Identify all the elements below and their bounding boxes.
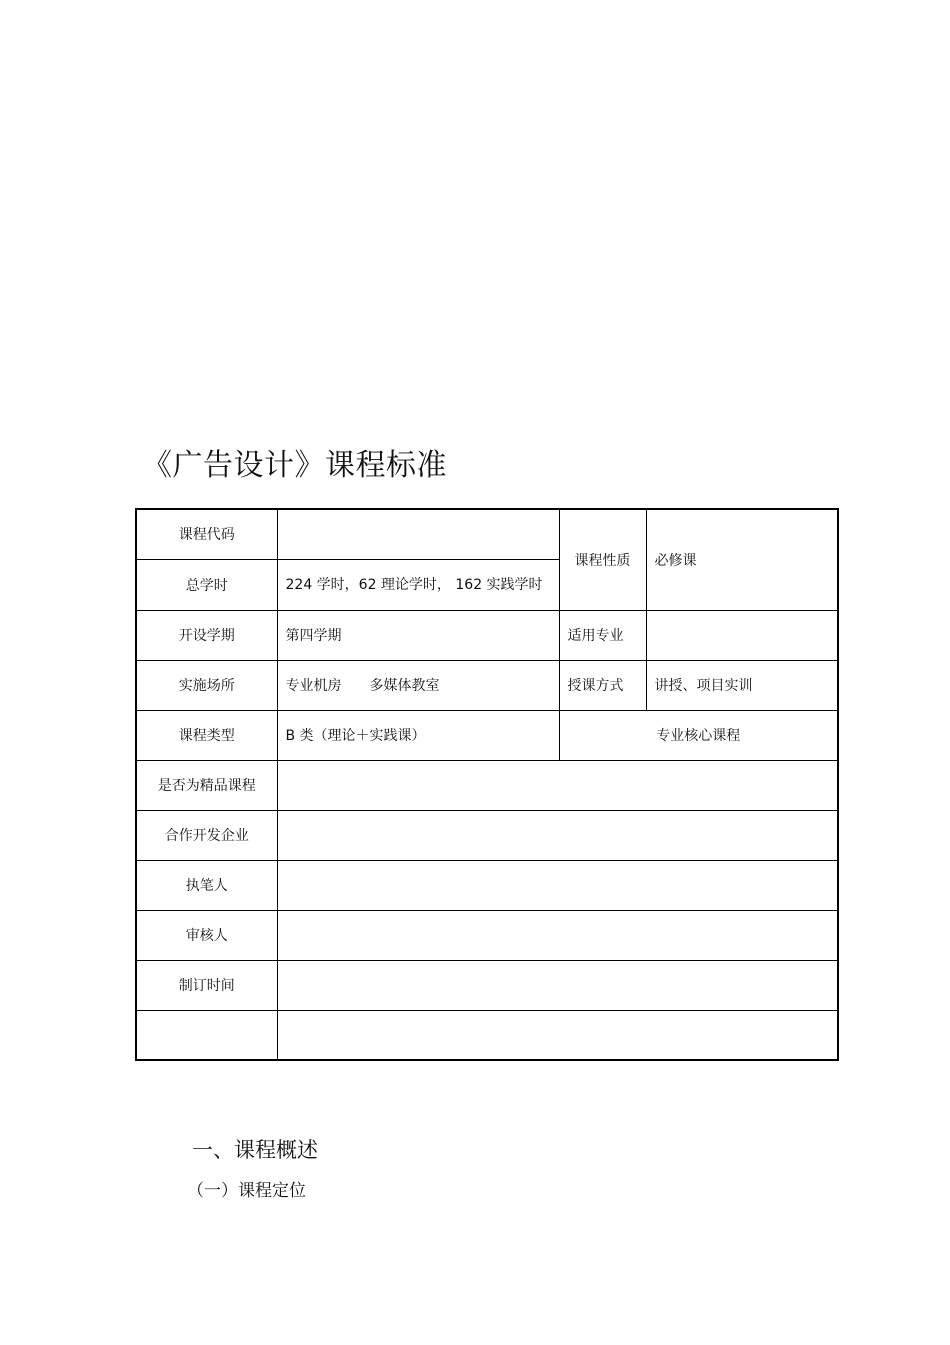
course-category-value: 专业核心课程 <box>559 710 838 760</box>
extra-value <box>277 1010 838 1060</box>
major-label: 适用专业 <box>559 610 646 660</box>
table-row <box>136 860 838 910</box>
author-value <box>277 860 838 910</box>
author-label: 执笔人 <box>136 860 277 910</box>
total-hours-value: 224 学时，62 理论学时， 162 实践学时 <box>277 559 559 610</box>
table-row <box>136 910 838 960</box>
section-heading-overview: 一、课程概述 <box>192 1138 318 1162</box>
date-value <box>277 960 838 1010</box>
extra-label <box>136 1010 277 1060</box>
course-nature-value: 必修课 <box>646 509 838 610</box>
teaching-method-label: 授课方式 <box>559 660 646 710</box>
venue-value: 专业机房 多媒体教室 <box>277 660 559 710</box>
semester-value: 第四学期 <box>277 610 559 660</box>
quality-course-label: 是否为精品课程 <box>136 760 277 810</box>
table-row <box>136 710 838 760</box>
course-info-table <box>135 508 839 1061</box>
total-hours-label: 总学时 <box>136 559 277 610</box>
course-type-label: 课程类型 <box>136 710 277 760</box>
table-row <box>136 760 838 810</box>
table-row <box>136 610 838 660</box>
table-row <box>136 509 838 559</box>
document-title: 《广告设计》课程标准 <box>142 448 447 483</box>
course-nature-label: 课程性质 <box>559 509 646 610</box>
table-row <box>136 810 838 860</box>
subsection-heading-positioning: （一）课程定位 <box>187 1181 306 1201</box>
course-code-value <box>277 509 559 559</box>
reviewer-label: 审核人 <box>136 910 277 960</box>
quality-course-value <box>277 760 838 810</box>
date-label: 制订时间 <box>136 960 277 1010</box>
venue-label: 实施场所 <box>136 660 277 710</box>
teaching-method-value: 讲授、项目实训 <box>646 660 838 710</box>
reviewer-value <box>277 910 838 960</box>
course-type-value: B 类（理论＋实践课） <box>277 710 559 760</box>
table-row <box>136 960 838 1010</box>
major-value <box>646 610 838 660</box>
semester-label: 开设学期 <box>136 610 277 660</box>
partner-company-value <box>277 810 838 860</box>
partner-company-label: 合作开发企业 <box>136 810 277 860</box>
table-row <box>136 1010 838 1060</box>
table-row <box>136 660 838 710</box>
course-code-label: 课程代码 <box>136 509 277 559</box>
